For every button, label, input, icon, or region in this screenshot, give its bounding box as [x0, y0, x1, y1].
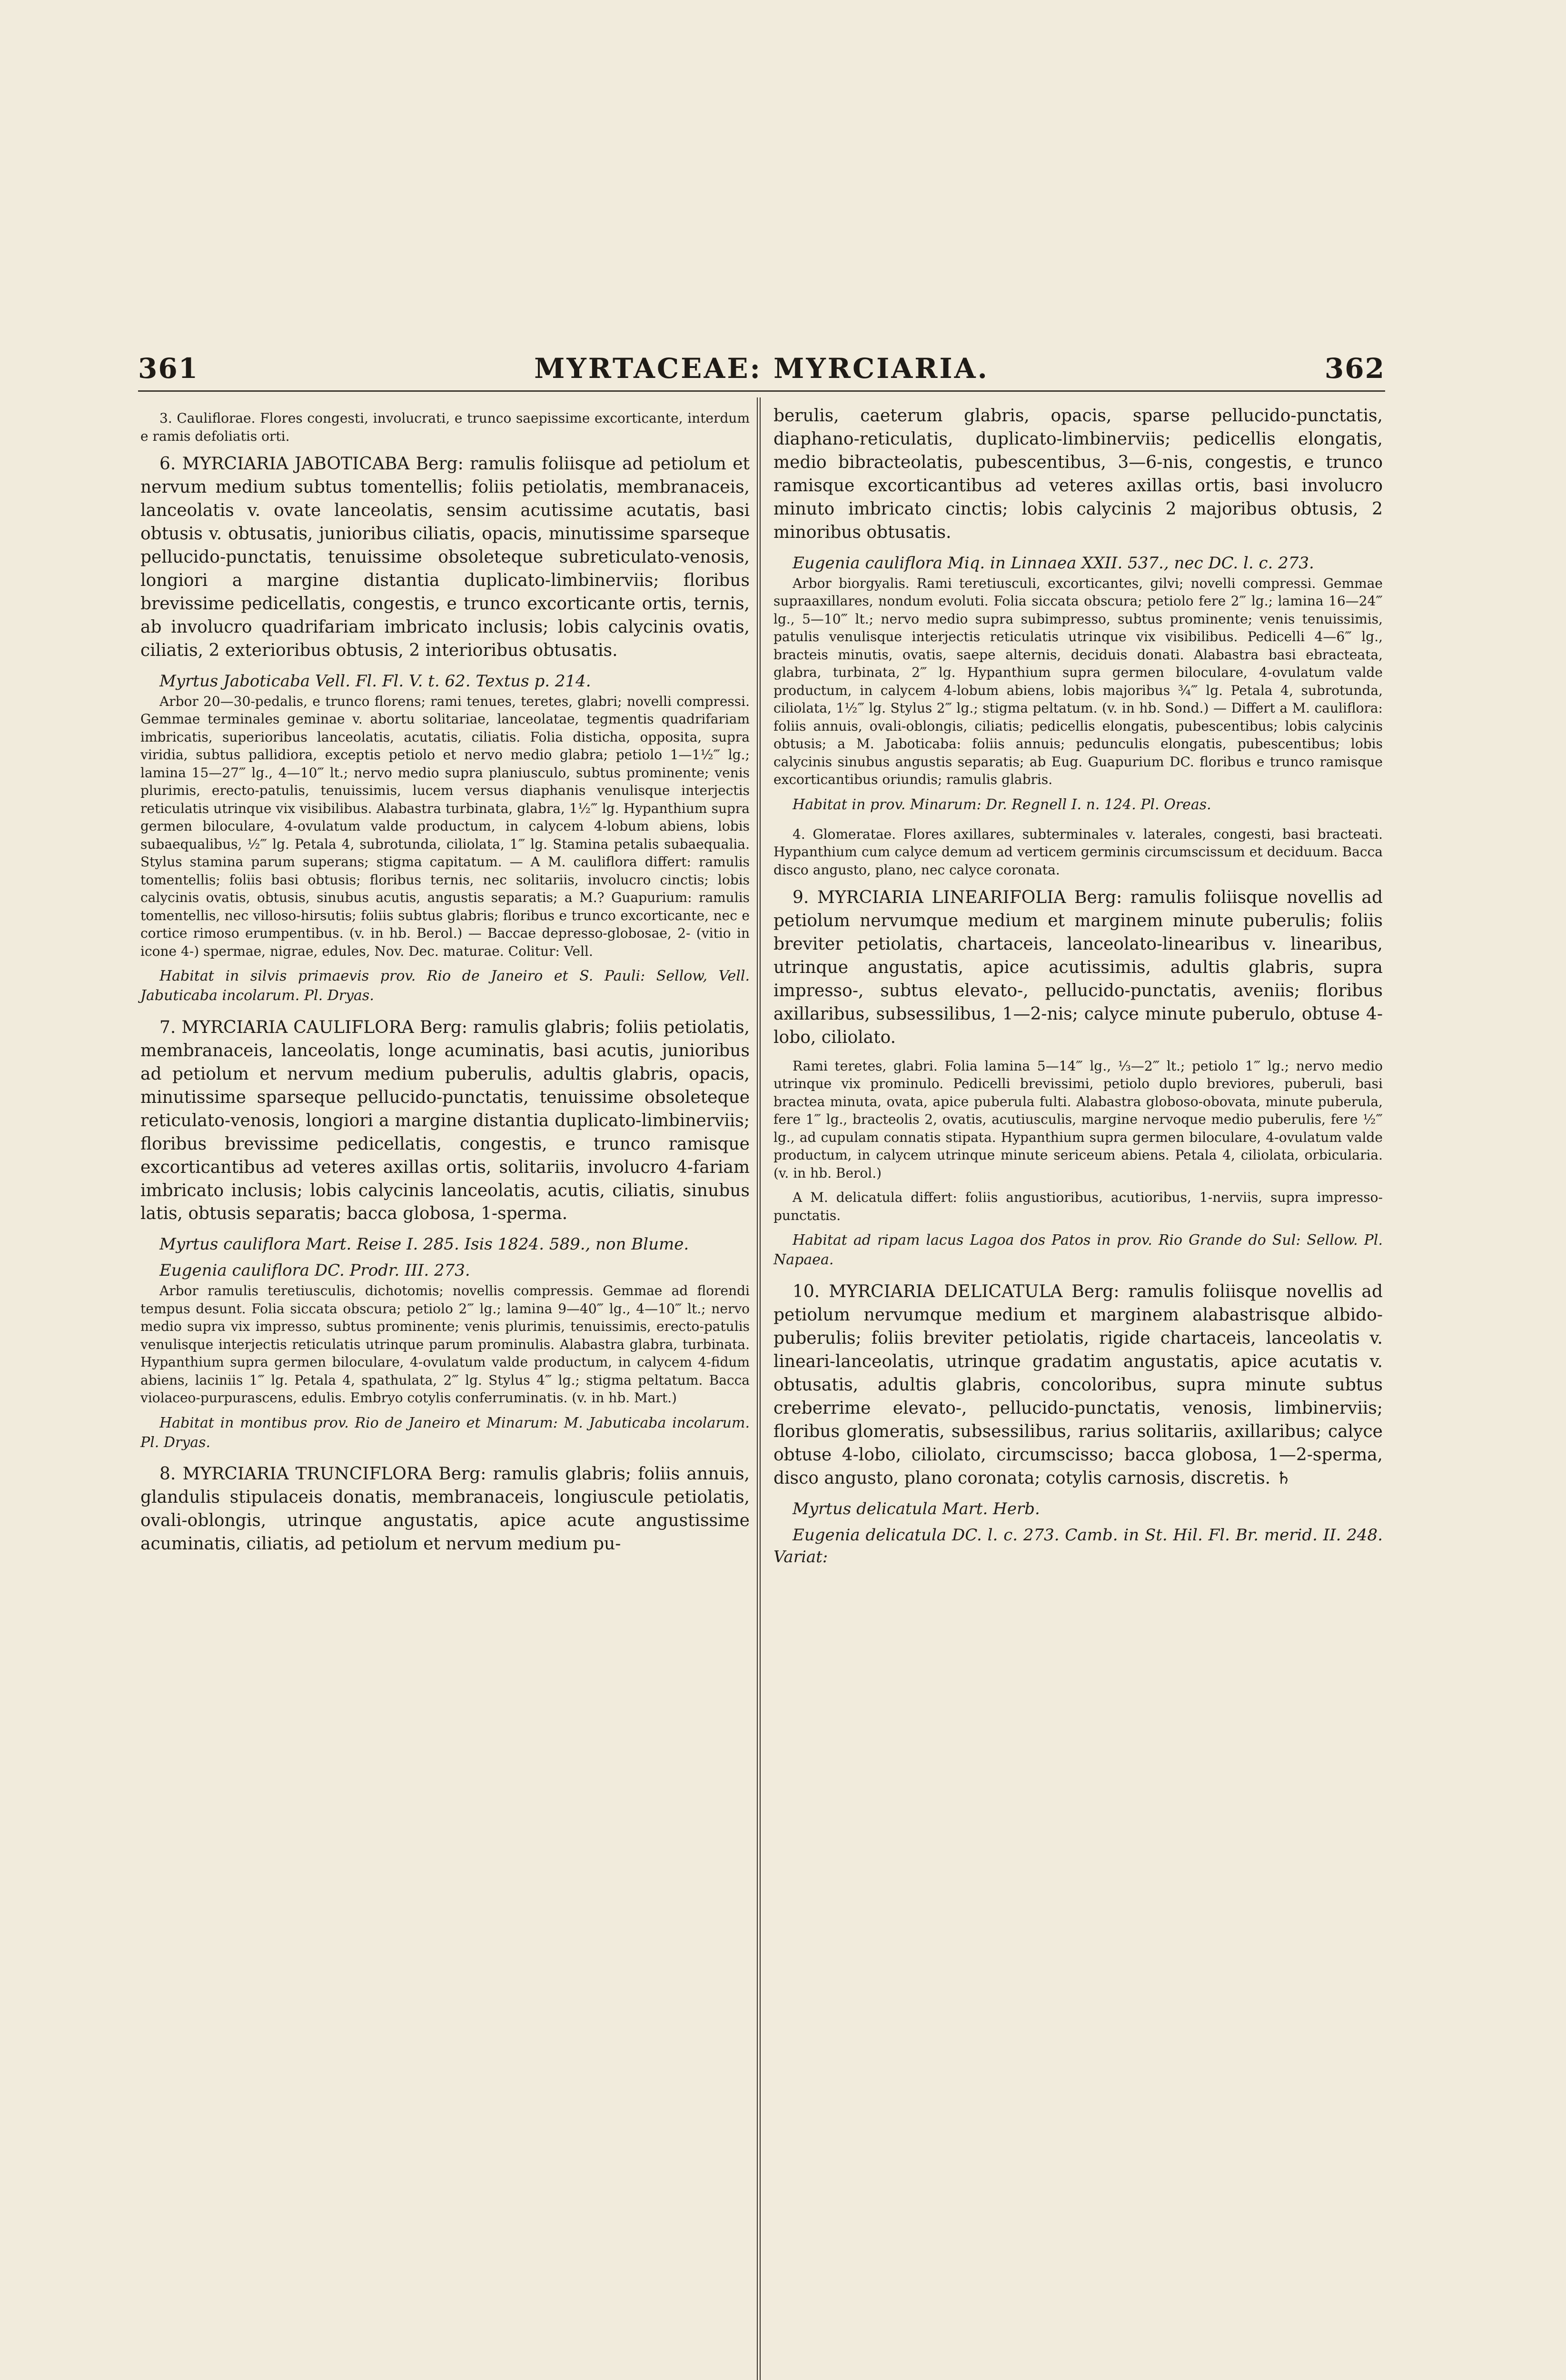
detail-description-linearifolia: Rami teretes, glabri. Folia lamina 5—14‴ lg., ⅓—2‴ lt.; petiolo 1‴ lg.; nervo medio utrinque vix prominulo. Pedicelli brevissimi, petiolo duplo breviores, puberuli, basi bractea minuta, ovata, apice puberula fulti. Alabastra globoso-obovata, minute puberula, fere 1‴ lg., bracteolis 2, ovatis, acutiusculis, margine nervoque medio puberulis, fere ½‴ lg., ad cupulam connatis stipata. Hypanthium supra germen biloculare, 4-ovulatum valde productum, in calycem utrinque minute sericeum abiens. Petala 4, ciliolata, orbicularia. (v. in hb. Berol.)	[773, 1058, 1383, 1181]
species-description-jaboticaba: 6. MYRCIARIA JABOTICABA Berg: ramulis foliisque ad petiolum et nervum medium subtus tomentellis; foliis petiolatis, membranaceis, lanceolatis v. ovate lanceolatis, sensim acutissime acutatis, basi obtusis v. obtusatis, junioribus ciliatis, opacis, minutissime sparseque pellucido-punctatis, tenuissime obsoleteque subreticulato-venosis, longiori a margine distantia duplicato-limbinerviis; floribus brevissime pedicellatis, congestis, e trunco excorticante ortis, ternis, ab involucro quadrifariam imbricato inclusis; lobis calycinis ovatis, ciliatis, 2 exterioribus obtusis, 2 interioribus obtusatis.	[140, 454, 750, 660]
synonym-myrtus-delicatula: Myrtus delicatula Mart. Herb.	[793, 1499, 1040, 1518]
habitat-cauliflora: Habitat in montibus prov. Rio de Janeiro et Minarum: M. Jabuticaba incolarum. Pl. Dryas.	[140, 1414, 750, 1451]
page-header	[138, 352, 1385, 390]
comparison-linearifolia: A M. delicatula differt: foliis angustioribus, acutioribus, 1-nerviis, supra impresso-punctatis.	[773, 1190, 1383, 1223]
detail-description-trunciflora: Arbor biorgyalis. Rami teretiusculi, excorticantes, gilvi; novelli compressi. Gemmae supraaxillares, nondum evoluti. Folia siccata obscura; petiolo fere 2‴ lg.; lamina 16—24‴ lg., 5—10‴ lt.; nervo medio supra subimpresso, subtus prominente; venis tenuissimis, patulis venulisque interjectis reticulatis utrinque vix visibilibus. Pedicelli 4—6‴ lg., bracteis minutis, ovatis, saepe alternis, deciduis donati. Alabastra basi ebracteata, glabra, turbinata, 2‴ lg. Hypanthium supra germen biloculare, 4-ovulatum valde productum, in calycem 4-lobum abiens, lobis majoribus ¾‴ lg. Petala 4, subrotunda, ciliolata, 1½‴ lg. Stylus 2‴ lg.; stigma peltatum. (v. in hb. Sond.) — Differt a M. cauliflora: foliis annuis, ovali-oblongis, ciliatis; pedicellis elongatis, pubescentibus; lobis calycinis obtusis; a M. Jaboticaba: foliis annuis; pedunculis elongatis, pubescentibus; lobis calycinis sinubus angustis separatis; ab Eug. Guapurium DC. floribus e trunco ramisque excorticantibus oriundis; ramulis glabris.	[773, 575, 1383, 788]
species-description-delicatula: 10. MYRCIARIA DELICATULA Berg: ramulis foliisque novellis ad petiolum nervumque medium et marginem alabastrisque albido-puberulis; foliis breviter petiolatis, rigide chartaceis, lanceolatis v. lineari-lanceolatis, utrinque gradatim angustatis, apice acutatis v. obtusatis, adultis glabris, concoloribus, supra minute subtus creberrime elevato-, pellucido-punctatis, venosis, limbinerviis; floribus glomeratis, subsessilibus, rarius solitariis, axillaribus; calyce obtuse 4-lobo, ciliolato, circumscisso; bacca globosa, 1—2-sperma, disco angusto, plano coronata; cotylis carnosis, discretis. ♄	[773, 1282, 1383, 1488]
habitat-trunciflora: Habitat in prov. Minarum: Dr. Regnell I. n. 124. Pl. Oreas.	[793, 796, 1211, 813]
species-description-linearifolia: 9. MYRCIARIA LINEARIFOLIA Berg: ramulis foliisque novellis ad petiolum nervumque medium et marginem minute puberulis; foliis breviter petiolatis, chartaceis, lanceolato-linearibus v. linearibus, utrinque angustatis, apice acutissimis, adultis glabris, supra impresso-, subtus elevato-, pellucido-punctatis, aveniis; floribus axillaribus, subsessilibus, 1—2-nis; calyce minute puberulo, obtuse 4-lobo, ciliolato.	[773, 888, 1383, 1047]
synonym-eugenia-cauliflora: Eugenia cauliflora DC. Prodr. III. 273.	[159, 1261, 470, 1280]
detail-description-jaboticaba: Arbor 20—30-pedalis, e trunco florens; rami tenues, teretes, glabri; novelli compressi. Gemmae terminales geminae v. abortu solitariae, lanceolatae, tegmentis quadrifariam imbricatis, superioribus lanceolatis, acutatis, ciliatis. Folia disticha, opposita, supra viridia, subtus pallidiora, exceptis petiolo et nervo medio glabra; petiolo 1—1½‴ lg.; lamina 15—27‴ lg., 4—10‴ lt.; nervo medio supra planiusculo, subtus prominente; venis plurimis, erecto-patulis, tenuissimis, lucem versus diaphanis venulisque interjectis reticulatis utrinque vix visibilibus. Alabastra turbinata, glabra, 1½‴ lg. Hypanthium supra germen biloculare, 4-ovulatum valde productum, in calycem 4-lobum abiens, lobis subaequalibus, ½‴ lg. Petala 4, subrotunda, ciliolata, 1‴ lg. Stamina petalis subaequalia. Stylus stamina parum superans; stigma capitatum. — A M. cauliflora differt: ramulis tomentellis; foliis basi obtusis; floribus ternis, nec solitariis, involucro cinctis; lobis calycinis ovatis, obtusis, sinubus acutis, angustis separatis; a M.? Guapurium: ramulis tomentellis, nec villoso-hirsutis; foliis subtus glabris; floribus e trunco excorticante, nec e cortice rimoso erumpentibus. (v. in hb. Berol.) — Baccae depresso-globosae, 2- (vitio in icone 4-) spermae, nigrae, edules, Nov. Dec. maturae. Colitur: Vell.	[140, 693, 750, 959]
left-column	[140, 405, 750, 1564]
running-title: MYRTACEAE: MYRCIARIA.	[534, 352, 989, 385]
species-description-trunciflora-continued: berulis, caeterum glabris, opacis, sparse pellucido-punctatis, diaphano-reticulatis, duplicato-limbinerviis; pedicellis elongatis, medio bibracteolatis, pubescentibus, 3—6-nis, congestis, e trunco ramisque excorticantibus ad veteres axillas ortis, basi involucro minuto imbricato cinctis; lobis calycinis 2 majoribus obtusis, 2 minoribus obtusatis.	[773, 406, 1383, 542]
synonym-eugenia-delicatula: Eugenia delicatula DC. l. c. 273. Camb. in St. Hil. Fl. Br. merid. II. 248. Variat:	[773, 1525, 1383, 1567]
species-description-cauliflora: 7. MYRCIARIA CAULIFLORA Berg: ramulis glabris; foliis petiolatis, membranaceis, lanceolatis, longe acuminatis, basi acutis, junioribus ad petiolum et nervum medium puberulis, adultis glabris, opacis, minutissime sparseque pellucido-punctatis, tenuissime obsoleteque reticulato-venosis, longiori a margine distantia duplicato-limbinerviis; floribus brevissime pedicellatis, congestis, e trunco ramisque excorticantibus ad veteres axillas ortis, solitariis, involucro 4-fariam imbricato inclusis; lobis calycinis lanceolatis, acutis, ciliatis, sinubus latis, obtusis separatis; bacca globosa, 1-sperma.	[140, 1017, 750, 1224]
header-rule	[138, 390, 1385, 392]
detail-description-cauliflora: Arbor ramulis teretiusculis, dichotomis; novellis compressis. Gemmae ad florendi tempus desunt. Folia siccata obscura; petiolo 2‴ lg.; lamina 9—40‴ lg., 4—10‴ lt.; nervo medio supra vix impresso, subtus prominente; venis plurimis, tenuissimis, erecto-patulis venulisque interjectis reticulatis utrinque parum prominulis. Alabastra glabra, turbinata. Hypanthium supra germen biloculare, 4-ovulatum valde productum, in calycem 4-fidum abiens, laciniis 1‴ lg. Petala 4, spathulata, 2‴ lg. Stylus 4‴ lg.; stigma peltatum. Bacca violaceo-purpurascens, edulis. Embryo cotylis conferruminatis. (v. in hb. Mart.)	[140, 1283, 750, 1406]
species-description-trunciflora: 8. MYRCIARIA TRUNCIFLORA Berg: ramulis glabris; foliis annuis, glandulis stipulaceis donatis, membranaceis, longiuscule petiolatis, ovali-oblongis, utrinque angustatis, apice acute angustissime acuminatis, ciliatis, ad petiolum et nervum medium pu-	[140, 1464, 750, 1554]
habitat-jaboticaba: Habitat in silvis primaevis prov. Rio de Janeiro et S. Pauli: Sellow, Vell. Jabuticaba incolarum. Pl. Dryas.	[140, 968, 750, 1004]
synonym-myrtus-jaboticaba: Myrtus Jaboticaba Vell. Fl. Fl. V. t. 62. Textus p. 214.	[159, 671, 591, 691]
page-number-left: 361	[138, 352, 199, 385]
section-heading-glomeratae: 4. Glomeratae. Flores axillares, subterminales v. laterales, congesti, basi bracteati. Hypanthium cum calyce demum ad verticem germinis circumscissum et deciduum. Bacca disco angusto, plano, nec calyce coronata.	[773, 826, 1383, 878]
page-number-right: 362	[1324, 352, 1385, 385]
habitat-linearifolia: Habitat ad ripam lacus Lagoa dos Patos in prov. Rio Grande do Sul: Sellow. Pl. Napaea.	[773, 1232, 1383, 1269]
right-column	[773, 405, 1383, 1568]
synonym-eugenia-cauliflora-miq: Eugenia cauliflora Miq. in Linnaea XXII. 537., nec DC. l. c. 273.	[793, 553, 1314, 573]
column-divider	[757, 397, 761, 2380]
section-heading-cauliflorae: 3. Cauliflorae. Flores congesti, involucrati, e trunco saepissime excorticante, interdum e ramis defoliatis orti.	[140, 410, 750, 444]
synonym-myrtus-cauliflora: Myrtus cauliflora Mart. Reise I. 285. Isis 1824. 589., non Blume.	[159, 1235, 689, 1254]
